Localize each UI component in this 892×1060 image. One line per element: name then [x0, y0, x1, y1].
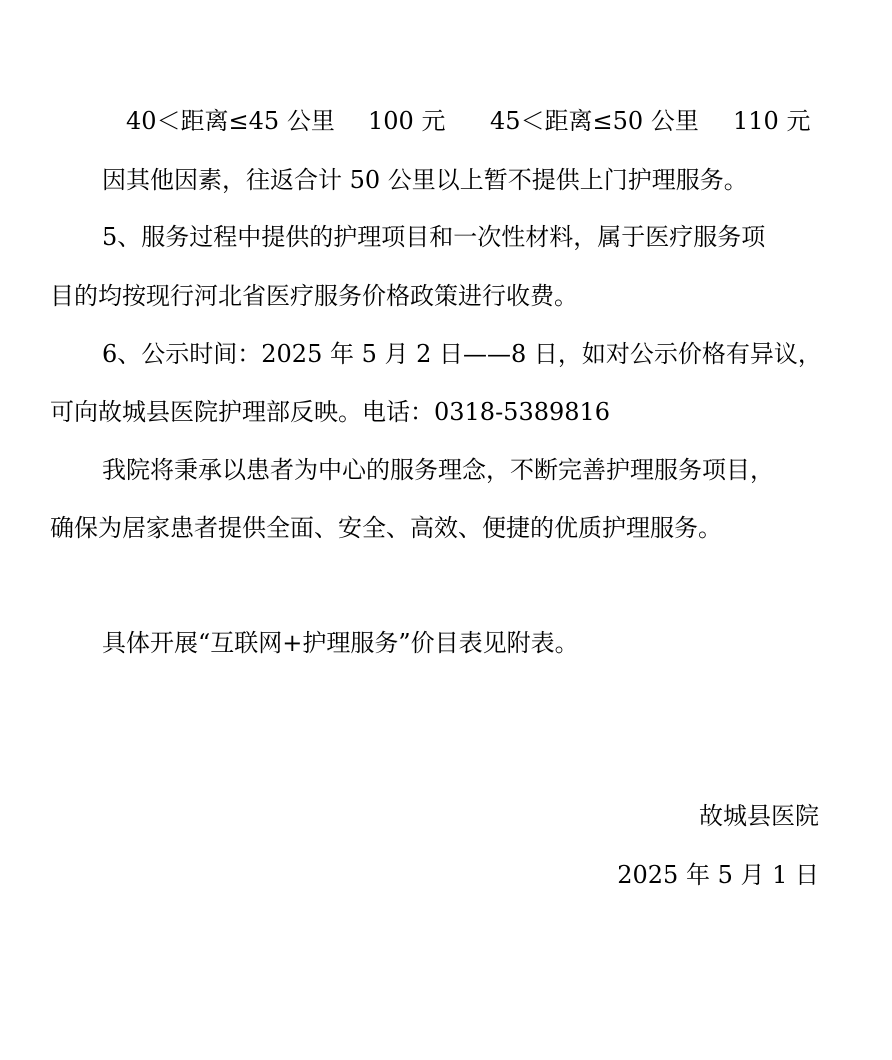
signature-date: 2025 年 5 月 1 日 [617, 861, 819, 889]
commitment-line1: 我院将秉承以患者为中心的服务理念，不断完善护理服务项目， [102, 456, 774, 484]
distance-price-1: 100 元 [368, 107, 446, 135]
distance-price-row [0, 104, 892, 138]
item6-line2: 可向故城县医院护理部反映。电话：0318-5389816 [50, 398, 611, 426]
note-over-50km: 因其他因素，往返合计 50 公里以上暂不提供上门护理服务。 [102, 166, 748, 194]
distance-price-2: 110 元 [733, 107, 811, 135]
attachment-note: 具体开展“互联网+护理服务”价目表见附表。 [102, 629, 579, 657]
commitment-line2: 确保为居家患者提供全面、安全、高效、便捷的优质护理服务。 [50, 514, 722, 542]
item6-line1: 6、公示时间：2025 年 5 月 2 日——8 日，如对公示价格有异议， [102, 340, 822, 368]
item5-line2: 目的均按现行河北省医疗服务价格政策进行收费。 [50, 282, 578, 310]
item5-line1: 5、服务过程中提供的护理项目和一次性材料，属于医疗服务项 [102, 223, 766, 251]
signature-org: 故城县医院 [699, 802, 819, 830]
distance-range-2: 45＜距离≤50 公里 [490, 107, 699, 135]
distance-range-1: 40＜距离≤45 公里 [126, 107, 335, 135]
